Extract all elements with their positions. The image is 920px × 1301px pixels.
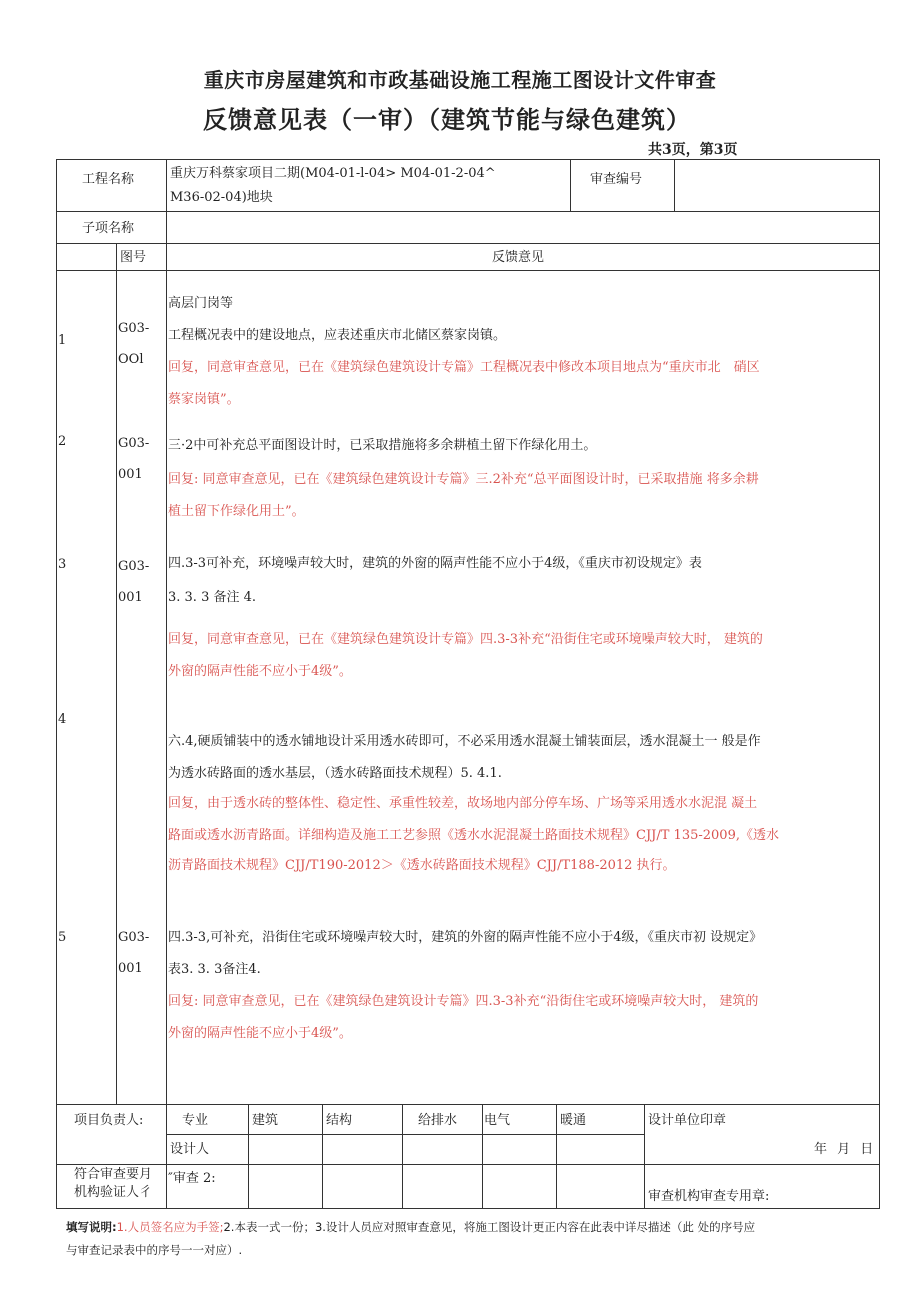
verify-label: 符合审查要月 机构验证人彳 (74, 1167, 153, 1200)
drawing-number: G03- 001 (118, 436, 150, 482)
project-name-label: 工程名称 (82, 172, 135, 187)
review-seal-label: 审查机构审查专用章: (648, 1189, 770, 1204)
drawing-number-header: 图号 (120, 250, 147, 265)
structure-label: 结构 (326, 1113, 353, 1128)
sub-item-label: 子项名称 (82, 221, 135, 236)
drawing-number: G03- 001 (118, 930, 150, 976)
title-line-2: 反馈意见表（一审）（建筑节能与绿色建筑） (203, 106, 691, 134)
review2-label: ″审查 2: (168, 1171, 216, 1186)
feedback-entry: 三·2中可补充总平面图设计时，已采取措施将多余耕植土留下作绿化用土。 回复: 同意审查意见，已在《建筑绿色建筑设计专篇》三.2补充“总平面图设计时，已采取措施 将多余耕 植土留下作绿化用土”。 (168, 438, 759, 519)
feedback-entry: 四.3-3可补充，环境噪声较大时，建筑的外窗的隔声性能不应小于4级，《重庆市初设规定》表 3. 3. 3 备注 4. 回复，同意审查意见，已在《建筑绿色建筑设计专篇》四.3-3补充“沿街住宅或环境噪声较大时， 建筑的 外窗的隔声性能不应小于4级”。 (168, 556, 763, 679)
plumbing-label: 给排水 (418, 1113, 458, 1128)
feedback-entry: 高层门岗等 工程概况表中的建设地点，应表述重庆市北储区蔡家岗镇。 回复，同意审查意见，已在《建筑绿色建筑设计专篇》工程概况表中修改本项目地点为“重庆市北 硝区 蔡家岗镇”。 (168, 296, 760, 407)
item-number: 5 (58, 930, 67, 945)
project-name-value-line2: M36-02-04)地块 (170, 190, 273, 205)
feedback-entry: 六.4,硬质铺装中的透水铺地设计采用透水砖即可，不必采用透水混凝土铺装面层，透水混凝土一 般是作 为透水砖路面的透水基层，（透水砖路面技术规程）5. 4.1. 回复，由于透水砖的整体性、稳定性、承重性较差，故场地内部分停车场、广场等采用透水水泥混 凝土 路面或透水沥青路面。详细构造及施工工艺参照《透水水泥混凝土路面技术规程》CJJ/T 135-2009,《透水 沥青路面技术规程》CJJ/T190-2012＞《透水砖路面技术规程》CJJ/T188-2012 执行。 (168, 734, 779, 873)
major-label: 专业 (182, 1113, 209, 1128)
electrical-label: 电气 (484, 1113, 511, 1128)
review-number-label: 审查编号 (590, 172, 643, 187)
project-name-value-line1: 重庆万科蔡家项目二期(M04-01-l-04> M04-01-2-04^ (170, 166, 496, 181)
feedback-header: 反馈意见 (492, 250, 545, 265)
item-number: 1 (58, 333, 67, 348)
architecture-label: 建筑 (252, 1113, 279, 1128)
item-number: 4 (58, 712, 67, 727)
designer-label: 设计人 (170, 1142, 210, 1157)
hvac-label: 暖通 (560, 1113, 587, 1128)
item-number: 2 (58, 434, 67, 449)
date-label: 年 月 日 (814, 1142, 874, 1157)
feedback-entry: 四.3-3,可补充，沿街住宅或环境噪声较大时，建筑的外窗的隔声性能不应小于4级，《重庆市初 设规定》 表3. 3. 3备注4. 回复: 同意审查意见，已在《建筑绿色建筑设计专篇》四.3-3补充“沿街住宅或环境噪声较大时， 建筑的 外窗的隔声性能不应小于4级”。 (168, 930, 763, 1041)
title-line-1: 重庆市房屋建筑和市政基础设施工程施工图设计文件审查 (203, 68, 717, 92)
design-seal-label: 设计单位印章 (648, 1113, 727, 1128)
fill-instructions: 填写说明:1.人员签名应为手签;2.本表一式一份；3.设计人员应对照审查意见，将施工图设计更正内容在此表中详尽描述（此 处的序号应 与审查记录表中的序号一一对应）. (66, 1220, 756, 1257)
drawing-number: G03- OOl (118, 321, 150, 367)
item-number: 3 (58, 557, 67, 572)
drawing-number: G03- 001 (118, 559, 150, 605)
project-leader-label: 项目负责人: (74, 1113, 144, 1128)
page-info: 共3页，第3页 (648, 142, 738, 158)
